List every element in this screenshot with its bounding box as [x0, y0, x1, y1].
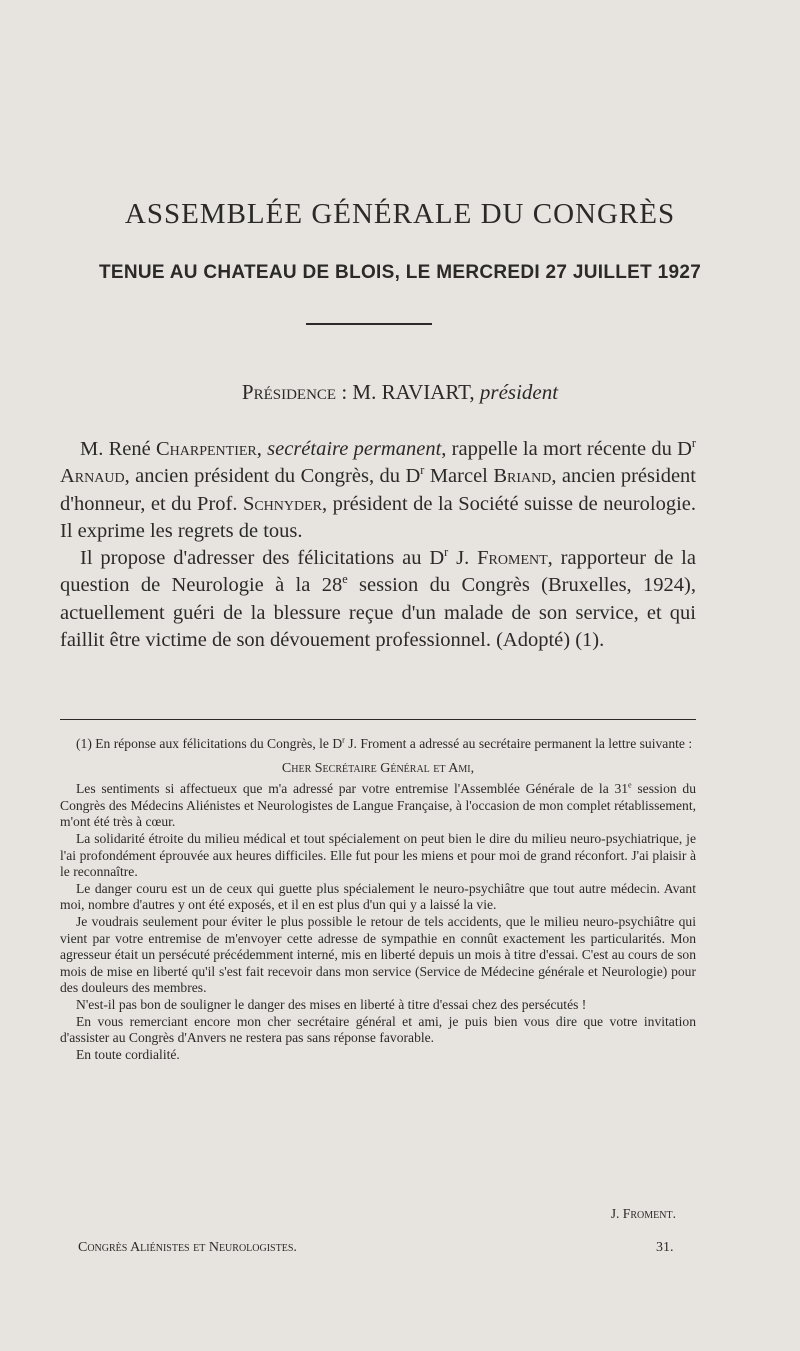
title-divider [306, 323, 432, 325]
superscript: r [444, 545, 449, 560]
footnote-intro [60, 736, 696, 753]
text-run: , ancien président du Congrès, du D [124, 465, 421, 488]
text-run: , rappelle la mort récente du D [441, 438, 692, 460]
superscript: e [342, 572, 348, 587]
paragraph-2 [60, 545, 696, 654]
person-name: Charpentier [155, 438, 257, 460]
letter-paragraph: Le danger couru est un de ceux qui guette plus spécialement le neuro-psychiâtre que tout autre médecin. Avant moi, nombre d'autres y ont été exposés, et il en est plus d'un qui y a laissé la vie. [60, 880, 696, 913]
presidence-role: président [479, 380, 559, 404]
paragraph-1 [60, 436, 696, 545]
main-text [60, 436, 696, 654]
text-run: Les sentiments si affectueux que m'a adressé par votre entremise l'Assemblée Générale de la 31 [76, 781, 629, 797]
person-name: Arnaud [60, 465, 125, 488]
person-name: Briand [493, 465, 552, 488]
letter-paragraph: En vous remerciant encore mon cher secrétaire général et ami, je puis bien vous dire que votre invitation d'assister au Congrès d'Anvers ne restera pas sans réponse favorable. [60, 1013, 696, 1046]
page-title: ASSEMBLÉE GÉNÉRALE DU CONGRÈS [124, 198, 676, 230]
person-name: Schnyder [242, 492, 323, 515]
presidence-line [0, 380, 800, 405]
text-run: , ancien président d'honneur, et du Prof. [60, 465, 696, 515]
superscript: r [420, 463, 425, 478]
page-number: 31. [656, 1240, 674, 1255]
letter-paragraph: Je voudrais seulement pour éviter le plus possible le retour de tels accidents, que le milieu neuro-psychiâtre qui vient par votre entremise de m'envoyer cette adresse de sympathie en connût exactement les particularités. Mon agresseur était un persécuté précédemment interné, mis en liberté depuis un mois à titre d'essai. C'est au cours de son mois de mise en liberté qu'il s'est fait recevoir dans mon service (Service de Médecine générale et Neurologie) pour des douleurs des membres. [60, 913, 696, 996]
letter-paragraph: N'est-il pas bon de souligner le danger des mises en liberté à titre d'essai chez des persécutés ! [76, 996, 587, 1012]
text-run: J. [448, 547, 478, 570]
role-text: secrétaire permanent [267, 438, 442, 460]
running-footer: Congrès Aliénistes et Neurologistes. [78, 1240, 297, 1255]
text-run: Marcel [424, 465, 494, 488]
letter-salutation: Cher Secrétaire Général et Ami, [281, 760, 475, 776]
text-run: session du Congrès des Médecins Aliénistes et Neurologistes de Langue Française, à l'occasion de mon complet rétablissement, m'ont été très à cœur. [60, 781, 696, 830]
text-run: session du Congrès (Bruxelles, 1924), actuellement guéri de la blessure reçue d'un malade de son service, et qui faillit être victime de son dévouement professionnel. (Adopté) (1). [60, 574, 696, 652]
text-run: , président de la Société suisse de neurologie. Il exprime les regrets de tous. [60, 492, 696, 542]
page-subtitle: TENUE AU CHATEAU DE BLOIS, LE MERCREDI 27 JUILLET 1927 [98, 262, 702, 283]
letter-signature: J. Froment. [610, 1206, 676, 1221]
letter-paragraph [60, 781, 696, 831]
text-run: , [256, 438, 268, 460]
presidence-comma: , [469, 380, 480, 404]
footnote [60, 736, 696, 1063]
presidence-name: RAVIART [381, 380, 470, 404]
text-run: J. Froment a adressé au secrétaire permanent la lettre suivante : [344, 736, 693, 751]
person-name: Froment [477, 547, 548, 570]
superscript: e [628, 780, 632, 790]
footnote-divider [60, 719, 696, 720]
text-run: (1) En réponse aux félicitations du Congrès, le D [76, 736, 343, 751]
text-run: , rapporteur de la question de Neurologie à la 28 [60, 547, 696, 597]
letter-paragraph: En toute cordialité. [76, 1046, 180, 1062]
superscript: r [342, 735, 345, 745]
text-run: M. René [80, 438, 156, 460]
presidence-label: Présidence [241, 380, 337, 404]
superscript: r [691, 436, 696, 451]
letter-paragraph: La solidarité étroite du milieu médical et tout spécialement on peut bien le dire du milieu neuro-psychiatrique, je l'ai profondément éprouvée aux heures difficiles. Elle fut pour les miens et pour moi de grand réconfort. J'ai plaisir à le reconnaître. [60, 830, 696, 880]
text-run: Il propose d'adresser des félicitations au D [80, 547, 445, 570]
presidence-sep: : M. [336, 380, 382, 404]
